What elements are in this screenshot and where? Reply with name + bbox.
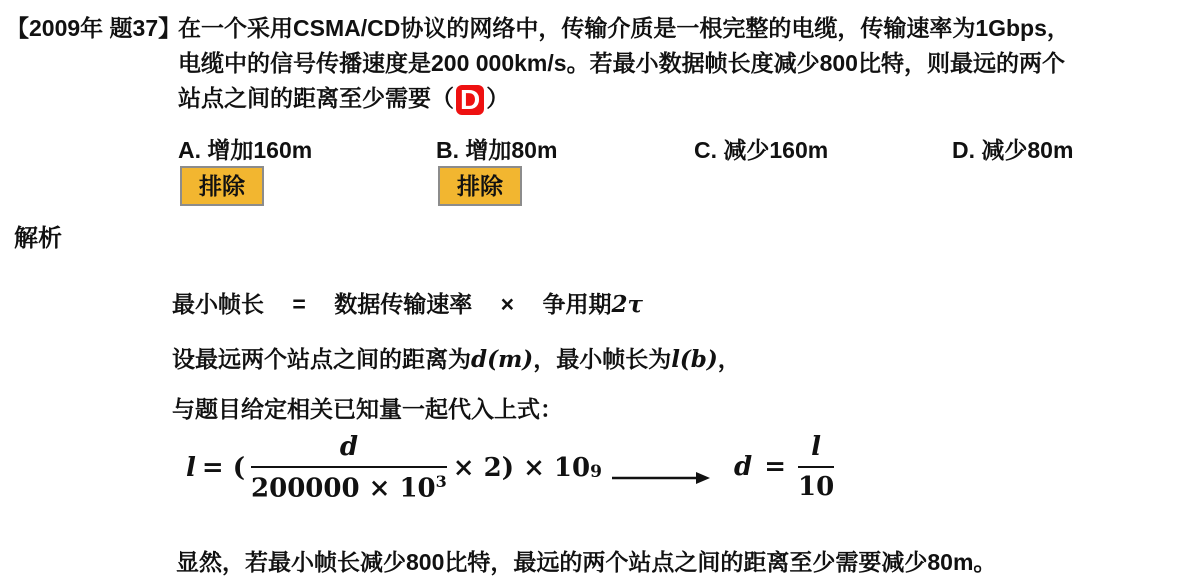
question-line-3-prefix: 站点之间的距离至少需要（ <box>178 85 454 111</box>
formula-lhs: 最小帧长 <box>172 291 264 317</box>
question-tag: 【2009年 题37】 <box>6 15 182 41</box>
equation-distance <box>734 432 834 502</box>
option-a: A. 增加160m <box>178 137 313 163</box>
eq1-denominator <box>251 466 447 504</box>
eq1-exp: 9 <box>590 462 602 482</box>
question-line-2: 电缆中的信号传播速度是200 000km/s。若最小数据帧长度减少800比特，则最远的两个 <box>178 50 1065 76</box>
eq2-fraction <box>798 432 834 502</box>
line2-mid: ，最小帧长为 <box>533 346 672 372</box>
formula-term2: 争用期 <box>542 291 612 317</box>
var-l-bits: l(b) <box>671 346 718 373</box>
eq1-fraction <box>251 432 447 504</box>
formula-times: × <box>500 291 515 317</box>
option-b: B. 增加80m <box>436 137 558 163</box>
eq1-den-base: 200000 × 10 <box>251 473 436 504</box>
question-line-1: 在一个采用CSMA/CD协议的网络中，传输介质是一根完整的电缆，传输速率为1Gbps， <box>178 15 1070 41</box>
eq2-equals: = <box>764 452 786 482</box>
formula-line <box>172 286 643 319</box>
line2-end: ， <box>717 346 741 372</box>
formula-equals: = <box>292 291 306 317</box>
question-line-3-suffix: ） <box>486 85 510 111</box>
var-d-meters: d(m) <box>471 346 534 373</box>
formula-term1: 数据传输速率 <box>334 291 473 317</box>
formula-tau: 2τ <box>611 291 643 318</box>
analysis-line-3: 与题目给定相关已知量一起代入上式： <box>172 396 563 422</box>
question-line-3 <box>178 80 509 115</box>
excluded-tag-a: 排除 <box>180 166 264 206</box>
answer-badge: D <box>456 85 484 115</box>
conclusion: 显然，若最小帧长减少800比特，最远的两个站点之间的距离至少需要减少80m。 <box>176 549 997 575</box>
eq1-equals: = ( <box>201 452 246 483</box>
eq1-den-exp: 3 <box>435 472 447 491</box>
option-c: C. 减少160m <box>694 137 829 163</box>
option-d: D. 减少80m <box>952 137 1074 163</box>
eq2-numerator: l <box>811 432 822 462</box>
line2-prefix: 设最远两个站点之间的距离为 <box>172 346 471 372</box>
arrow-icon <box>610 471 710 485</box>
analysis-heading: 解析 <box>14 225 62 252</box>
eq1-lhs: l <box>186 452 196 483</box>
eq1-tail: × 2) × 10 <box>452 452 591 483</box>
excluded-tag-b: 排除 <box>438 166 522 206</box>
eq2-denominator: 10 <box>798 466 834 502</box>
equation-frame-length <box>186 432 602 504</box>
eq1-numerator: d <box>339 432 358 462</box>
analysis-line-2 <box>172 341 741 374</box>
eq2-lhs: d <box>734 452 753 482</box>
